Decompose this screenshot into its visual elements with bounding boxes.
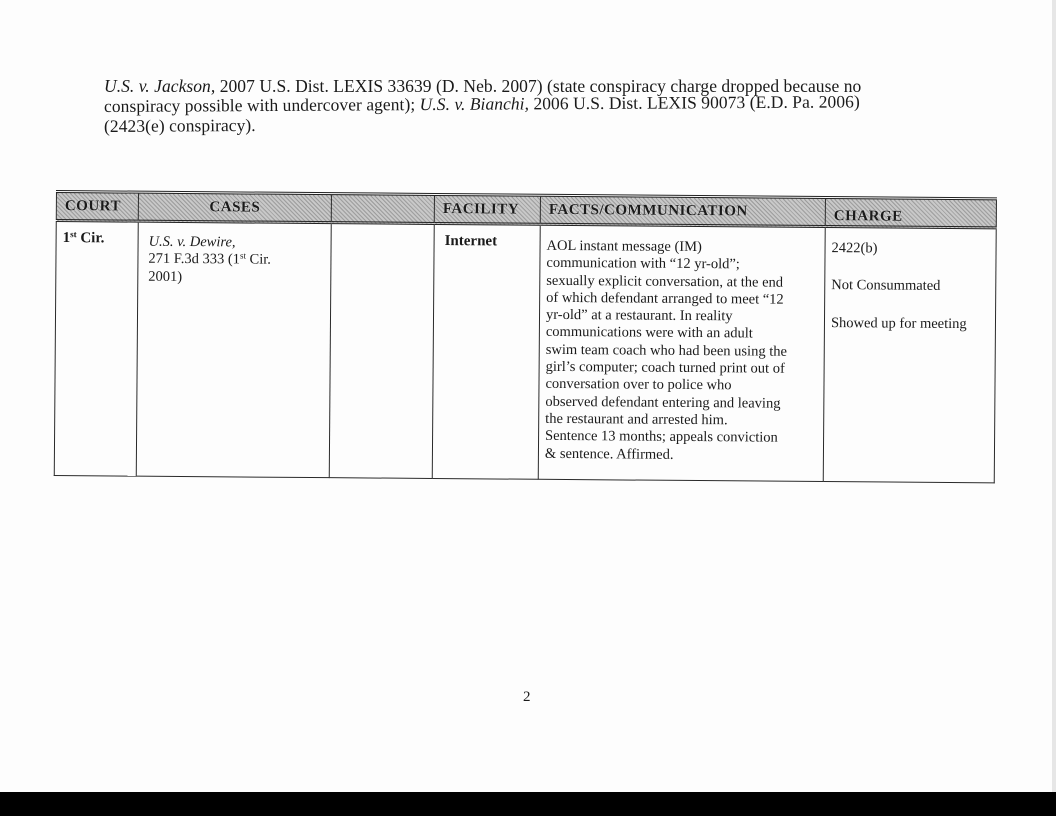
page-number: 2 [523,689,531,705]
intro-text: (2423(e) conspiracy). [103,114,256,136]
intro-text: conspiracy possible with undercover agent); [103,94,420,116]
case-name-dewire: U.S. v. Dewire, [148,233,236,251]
intro-paragraph [104,76,944,136]
header-cases: CASES [138,192,331,223]
table-row [54,221,996,483]
header-facility: FACILITY [434,194,540,224]
scan-border [0,792,1056,816]
charge-status: Not Consummated [831,277,941,295]
cell-cases: U.S. v. Dewire, 271 F.3d 333 (1st Cir. 2001) [136,221,331,478]
header-charge: CHARGE [825,198,996,228]
intro-text: 2006 U.S. Dist. LEXIS 90073 (E.D. Pa. 2006) [528,91,860,114]
case-name-jackson: U.S. v. Jackson, [104,76,216,96]
charge-statute: 2422(b) [831,240,878,257]
case-name-bianchi: U.S. v. Bianchi, [419,93,530,115]
page-edge [1052,0,1056,792]
header-facts: FACTS/COMMUNICATION [540,195,825,226]
cell-blank [329,223,434,479]
cell-facts: AOL instant message (IM) communication with “12 yr-old”; sexually explicit conversation, at the end of which defendant arranged to meet “12 yr-old” at a restaurant. In reality communications were with an adult swim team coach who had been using the girl’s computer; coach turned print out of conversation over to police who observed defendant entering and leaving the restaurant and arrested him. Sentence 13 months; appeals conviction & sentence. Affirmed. [538,224,825,481]
case-table-wrapper [54,190,997,483]
header-court: COURT [56,192,138,222]
cell-facility: Internet [432,223,540,479]
charge-note: Showed up for meeting [830,314,967,332]
intro-text: 2007 U.S. Dist. LEXIS 33639 (D. Neb. 2007) (state conspiracy charge dropped because no [215,76,862,96]
cell-charge [823,227,996,483]
header-blank [331,194,434,224]
cell-court: 1st Cir. [54,221,138,477]
case-table [54,190,997,483]
